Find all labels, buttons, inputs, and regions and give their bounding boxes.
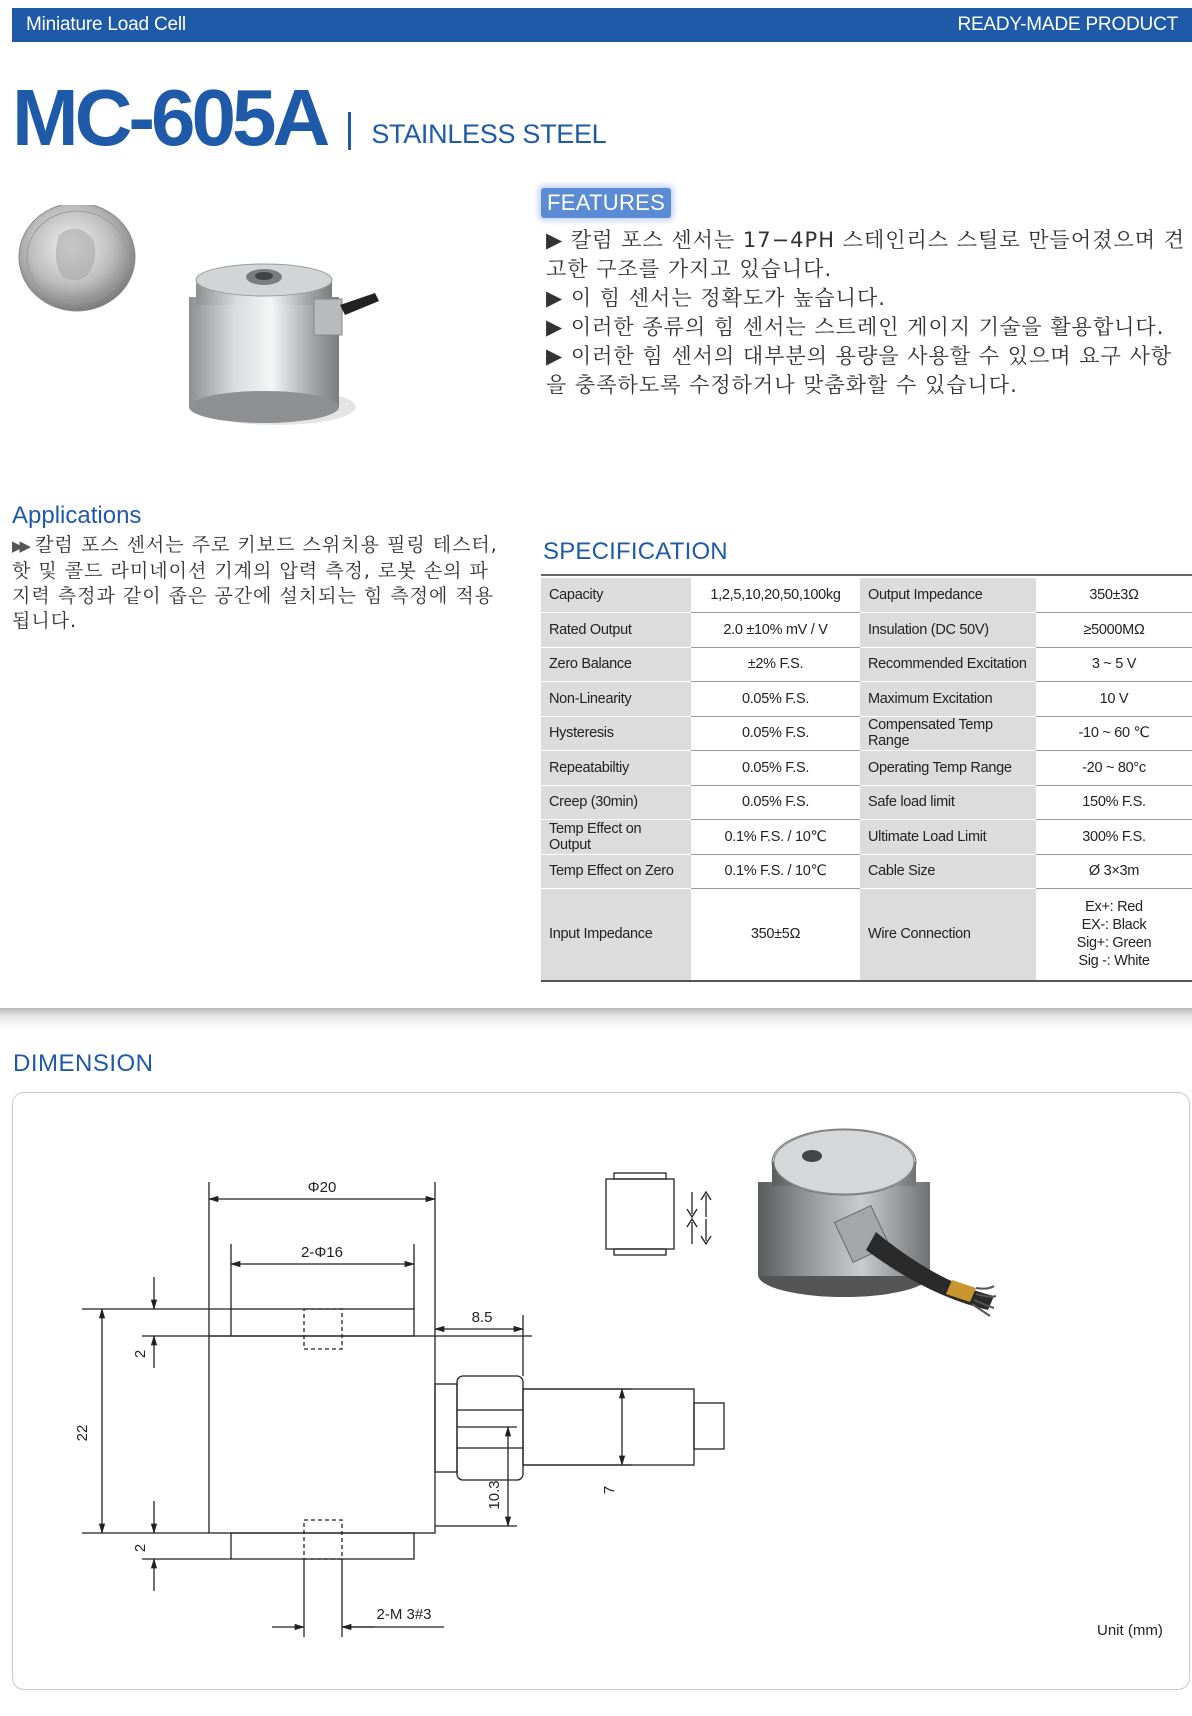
spec-value: ≥5000MΩ (1036, 613, 1192, 648)
coin-image (19, 205, 135, 311)
dim-label-thread: 2-M 3#3 (376, 1606, 432, 1623)
spec-label: Maximum Excitation (860, 682, 1036, 717)
product-photo (14, 205, 434, 475)
spec-value: 3 ~ 5 V (1036, 647, 1192, 682)
spec-value: -10 ~ 60 ℃ (1036, 716, 1192, 751)
spec-label: Creep (30min) (541, 785, 691, 820)
spec-label: Cable Size (860, 854, 1036, 889)
material-subtitle: STAINLESS STEEL (371, 119, 607, 149)
wire-item: Sig -: White (1078, 953, 1150, 970)
spec-label: Compensated Temp Range (860, 716, 1036, 751)
product-type-label: READY-MADE PRODUCT (957, 14, 1178, 35)
dimension-labels (74, 1179, 618, 1623)
feature-item: ▶ 이 힘 센서는 정확도가 높습니다. (546, 286, 886, 310)
spec-value: ±2% F.S. (691, 647, 860, 682)
load-cell-render (758, 1129, 996, 1316)
spec-row (541, 854, 1192, 889)
spec-value: 0.1% F.S. / 10℃ (691, 820, 860, 855)
spec-label: Non-Linearity (541, 682, 691, 717)
features-badge: FEATURES (541, 188, 671, 218)
applications-body (12, 533, 502, 634)
spec-value: 0.05% F.S. (691, 716, 860, 751)
spec-label: Temp Effect on Output (541, 820, 691, 855)
spec-value: Ø 3×3m (1036, 854, 1192, 889)
dim-label-cable-length: 8.5 (471, 1309, 493, 1326)
spec-value: 0.05% F.S. (691, 682, 860, 717)
spec-top-rule (541, 574, 1192, 576)
feature-item: ▶ 이러한 힘 센서의 대부분의 용량을 사용할 수 있으며 요구 사항을 충족하도록 수정하거나 맞춤화할 수 있습니다. (546, 344, 1173, 397)
dim-label-cap-bottom: 2 (132, 1543, 149, 1553)
feature-item: ▶ 이러한 종류의 힘 센서는 스트레인 게이지 기술을 활용합니다. (546, 315, 1165, 339)
dim-label-height: 22 (74, 1424, 91, 1442)
spec-value: 1,2,5,10,20,50,100kg (691, 578, 860, 613)
spec-label: Zero Balance (541, 647, 691, 682)
applications-text: 칼럼 포스 센서는 주로 키보드 스위치용 필링 테스터, 핫 및 콜드 라미네이션 기계의 압력 측정, 로봇 손의 파지력 측정과 같이 좁은 공간에 설치되는 힘 측정에 적용됩니다. (12, 534, 498, 632)
spec-label: Capacity (541, 578, 691, 613)
spec-value: 0.1% F.S. / 10℃ (691, 854, 860, 889)
spec-label: Repeatabiltiy (541, 751, 691, 786)
dim-label-fitting: 10.3 (486, 1480, 503, 1510)
spec-value: 0.05% F.S. (691, 785, 860, 820)
spec-row (541, 716, 1192, 751)
load-direction-symbol (606, 1173, 711, 1255)
unit-label: Unit (mm) (1097, 1622, 1163, 1639)
spec-row (541, 751, 1192, 786)
spec-label: Output Impedance (860, 578, 1036, 613)
specification-title: SPECIFICATION (543, 538, 728, 565)
category-label: Miniature Load Cell (26, 14, 186, 35)
dim-label-cap-dia: 2-Φ16 (301, 1244, 343, 1261)
spec-row (541, 578, 1192, 613)
double-arrow-icon: ▶▶ (12, 537, 28, 555)
feature-item: ▶ 칼럼 포스 센서는 17−4PH 스테인리스 스틸로 만들어졌으며 견고한 구조를 가지고 있습니다. (546, 228, 1185, 281)
spec-value: 0.05% F.S. (691, 751, 860, 786)
spec-label: Operating Temp Range (860, 751, 1036, 786)
technical-drawing (82, 1182, 724, 1637)
spec-label: Wire Connection (860, 889, 1036, 981)
model-title: MC-605A (12, 73, 327, 162)
title-row (12, 73, 607, 162)
wire-item: EX-: Black (1081, 917, 1147, 934)
dimension-title: DIMENSION (13, 1050, 154, 1077)
dimension-drawing (12, 1092, 1190, 1690)
features-list (546, 226, 1186, 400)
header-bar (12, 8, 1192, 42)
spec-label: Safe load limit (860, 785, 1036, 820)
spec-row (541, 682, 1192, 717)
spec-label: Rated Output (541, 613, 691, 648)
dim-label-body-dia: Φ20 (307, 1179, 337, 1196)
spec-label: Hysteresis (541, 716, 691, 751)
spec-value: 350±3Ω (1036, 578, 1192, 613)
spec-label: Ultimate Load Limit (860, 820, 1036, 855)
spec-label: Recommended Excitation (860, 647, 1036, 682)
spec-value: -20 ~ 80°c (1036, 751, 1192, 786)
spec-value: 10 V (1036, 682, 1192, 717)
spec-value: 2.0 ±10% mV / V (691, 613, 860, 648)
spec-label: Insulation (DC 50V) (860, 613, 1036, 648)
spec-row (541, 820, 1192, 855)
load-cell-image (189, 264, 379, 425)
spec-row (541, 613, 1192, 648)
spec-value: 300% F.S. (1036, 820, 1192, 855)
spec-row (541, 889, 1192, 981)
spec-table (541, 578, 1192, 982)
spec-value: 350±5Ω (691, 889, 860, 981)
dim-label-cable: 7 (601, 1485, 618, 1495)
section-divider (0, 1008, 1192, 1030)
applications-title: Applications (12, 502, 142, 529)
spec-label: Input Impedance (541, 889, 691, 981)
wire-item: Sig+: Green (1076, 935, 1152, 952)
spec-row (541, 785, 1192, 820)
wire-connection-values (1036, 889, 1192, 981)
title-divider (348, 112, 351, 150)
spec-value: 150% F.S. (1036, 785, 1192, 820)
spec-row (541, 647, 1192, 682)
spec-label: Temp Effect on Zero (541, 854, 691, 889)
wire-item: Ex+: Red (1085, 899, 1143, 916)
dim-label-cap-top: 2 (132, 1349, 149, 1359)
